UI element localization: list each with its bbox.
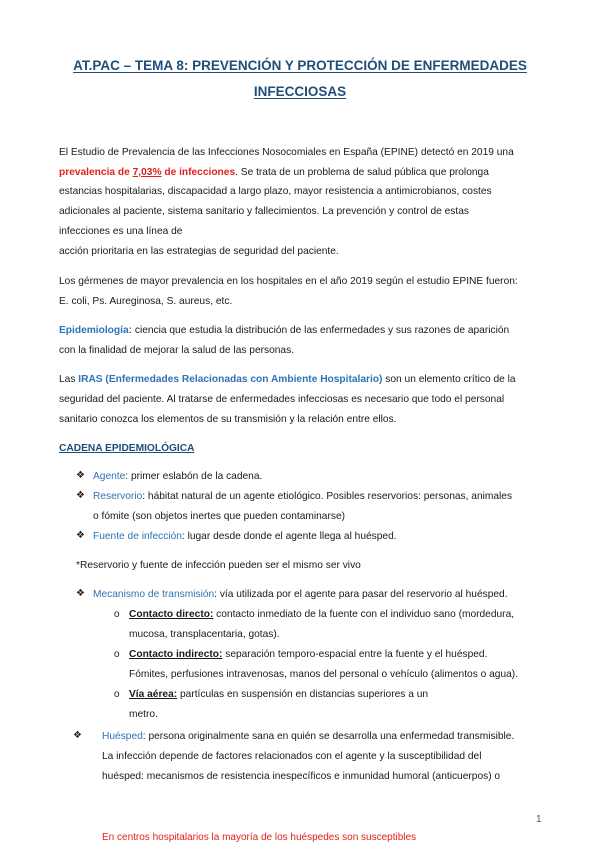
reservorio-text: : hábitat natural de un agente etiológico. Posibles reservorios: personas, animales	[142, 491, 513, 502]
bullet-mecanismo	[93, 589, 508, 600]
prevalence-highlight-a: prevalencia de	[59, 167, 133, 178]
directo-text: contacto inmediato de la fuente con el individuo sano (mordedura,	[213, 609, 515, 620]
circle-bullet-icon: o	[114, 609, 120, 620]
huesped-line-2: La infección depende de factores relacionados con el agente y la susceptibilidad del	[102, 751, 482, 762]
mecanismo-text: : vía utilizada por el agente para pasar del reservorio al huésped.	[214, 589, 508, 600]
intro-line-2-rest: . Se trata de un problema de salud pública que prolonga	[235, 167, 489, 178]
intro-line-6: acción prioritaria en las estrategias de seguridad del paciente.	[59, 246, 339, 257]
intro-line-1: El Estudio de Prevalencia de las Infecciones Nosocomiales en España (EPINE) detectó en 2019 una	[59, 147, 514, 158]
intro-line-2	[59, 167, 489, 178]
intro-line-4: adicionales al paciente, sistema sanitario y fallecimientos. La prevención y control de estas	[59, 206, 469, 217]
huesped-line-3: huésped: mecanismos de resistencia inespecíficos e inmunidad humoral (anticuerpos) o	[102, 771, 501, 782]
sub-bullet-aerea	[129, 689, 428, 700]
epidemiology-line-2: con la finalidad de mejorar la salud de las personas.	[59, 345, 295, 356]
directo-term: Contacto directo:	[129, 609, 214, 620]
epidemiology-term: Epidemiología:	[59, 325, 133, 336]
bullet-huesped	[102, 731, 514, 742]
mecanismo-term: Mecanismo de transmisión	[93, 589, 215, 600]
iras-line-1	[59, 374, 516, 385]
iras-pre: Las	[59, 374, 79, 385]
epidemiology-def: ciencia que estudia la distribución de las enfermedades y sus razones de aparición	[132, 325, 510, 336]
prevalence-highlight-value: 7,03%	[132, 167, 162, 178]
page-title-line1: AT.PAC – TEMA 8: PREVENCIÓN Y PROTECCIÓN DE ENFERMEDADES	[73, 58, 527, 73]
aerea-term: Vía aérea:	[129, 689, 178, 700]
fuente-term: Fuente de infección	[93, 531, 182, 542]
diamond-bullet-icon: ❖	[76, 490, 85, 501]
iras-line-2: seguridad del paciente. Al tratarse de enfermedades infecciosas es necesario que todo el personal	[59, 394, 505, 405]
indirecto-text: separación temporo-espacial entre la fuente y el huésped.	[222, 649, 488, 660]
page-number: 1	[536, 814, 542, 825]
iras-line-3: sanitario conozca los elementos de su transmisión y la relación entre ellos.	[59, 414, 397, 425]
diamond-bullet-icon: ❖	[76, 530, 85, 541]
agente-term: Agente	[93, 471, 126, 482]
circle-bullet-icon: o	[114, 689, 120, 700]
fuente-text: : lugar desde donde el agente llega al huésped.	[181, 531, 397, 542]
sub-bullet-directo	[129, 609, 514, 620]
diamond-bullet-icon: ❖	[73, 730, 82, 741]
footer-note: En centros hospitalarios la mayoría de los huéspedes son susceptibles	[102, 832, 417, 843]
bullet-reservorio	[93, 491, 512, 502]
epidemiology-line-1	[59, 325, 509, 336]
germs-line-1: Los gérmenes de mayor prevalencia en los hospitales en el año 2019 según el estudio EPINE fueron:	[59, 276, 518, 287]
circle-bullet-icon: o	[114, 649, 120, 660]
reservorio-text-line-2: o fómite (son objetos inertes que pueden contaminarse)	[93, 511, 346, 522]
huesped-text: : persona originalmente sana en quién se desarrolla una enfermedad transmisible.	[142, 731, 515, 742]
directo-text-line-2: mucosa, transplacentaria, gotas).	[129, 629, 280, 640]
iras-term: IRAS (Enfermedades Relacionadas con Ambiente Hospitalario)	[78, 374, 383, 385]
aerea-text-line-2: metro.	[129, 709, 158, 720]
page-title-line2: INFECCIOSAS	[253, 84, 347, 99]
germs-line-2: E. coli, Ps. Aureginosa, S. aureus, etc.	[59, 296, 233, 307]
bullet-fuente	[93, 531, 397, 542]
bullet-agente	[93, 471, 262, 482]
intro-line-3: estancias hospitalarias, discapacidad a largo plazo, mayor resistencia a antimicrobianos, costes	[59, 186, 492, 197]
indirecto-term: Contacto indirecto:	[129, 649, 223, 660]
diamond-bullet-icon: ❖	[76, 588, 85, 599]
iras-def: son un elemento crítico de la	[382, 374, 516, 385]
indirecto-text-line-2: Fómites, perfusiones intravenosas, manos del personal o vehículo (alimentos o agua).	[129, 669, 519, 680]
agente-text: : primer eslabón de la cadena.	[125, 471, 263, 482]
chain-heading: CADENA EPIDEMIOLÓGICA	[59, 443, 195, 454]
prevalence-highlight-c: de infecciones	[161, 167, 236, 178]
diamond-bullet-icon: ❖	[76, 470, 85, 481]
huesped-term: Huésped	[102, 731, 143, 742]
reservoir-note: *Reservorio y fuente de infección pueden ser el mismo ser vivo	[76, 560, 361, 571]
sub-bullet-indirecto	[129, 649, 487, 660]
intro-line-5: infecciones es una línea de	[59, 226, 183, 237]
aerea-text: partículas en suspensión en distancias superiores a un	[177, 689, 429, 700]
reservorio-term: Reservorio	[93, 491, 143, 502]
